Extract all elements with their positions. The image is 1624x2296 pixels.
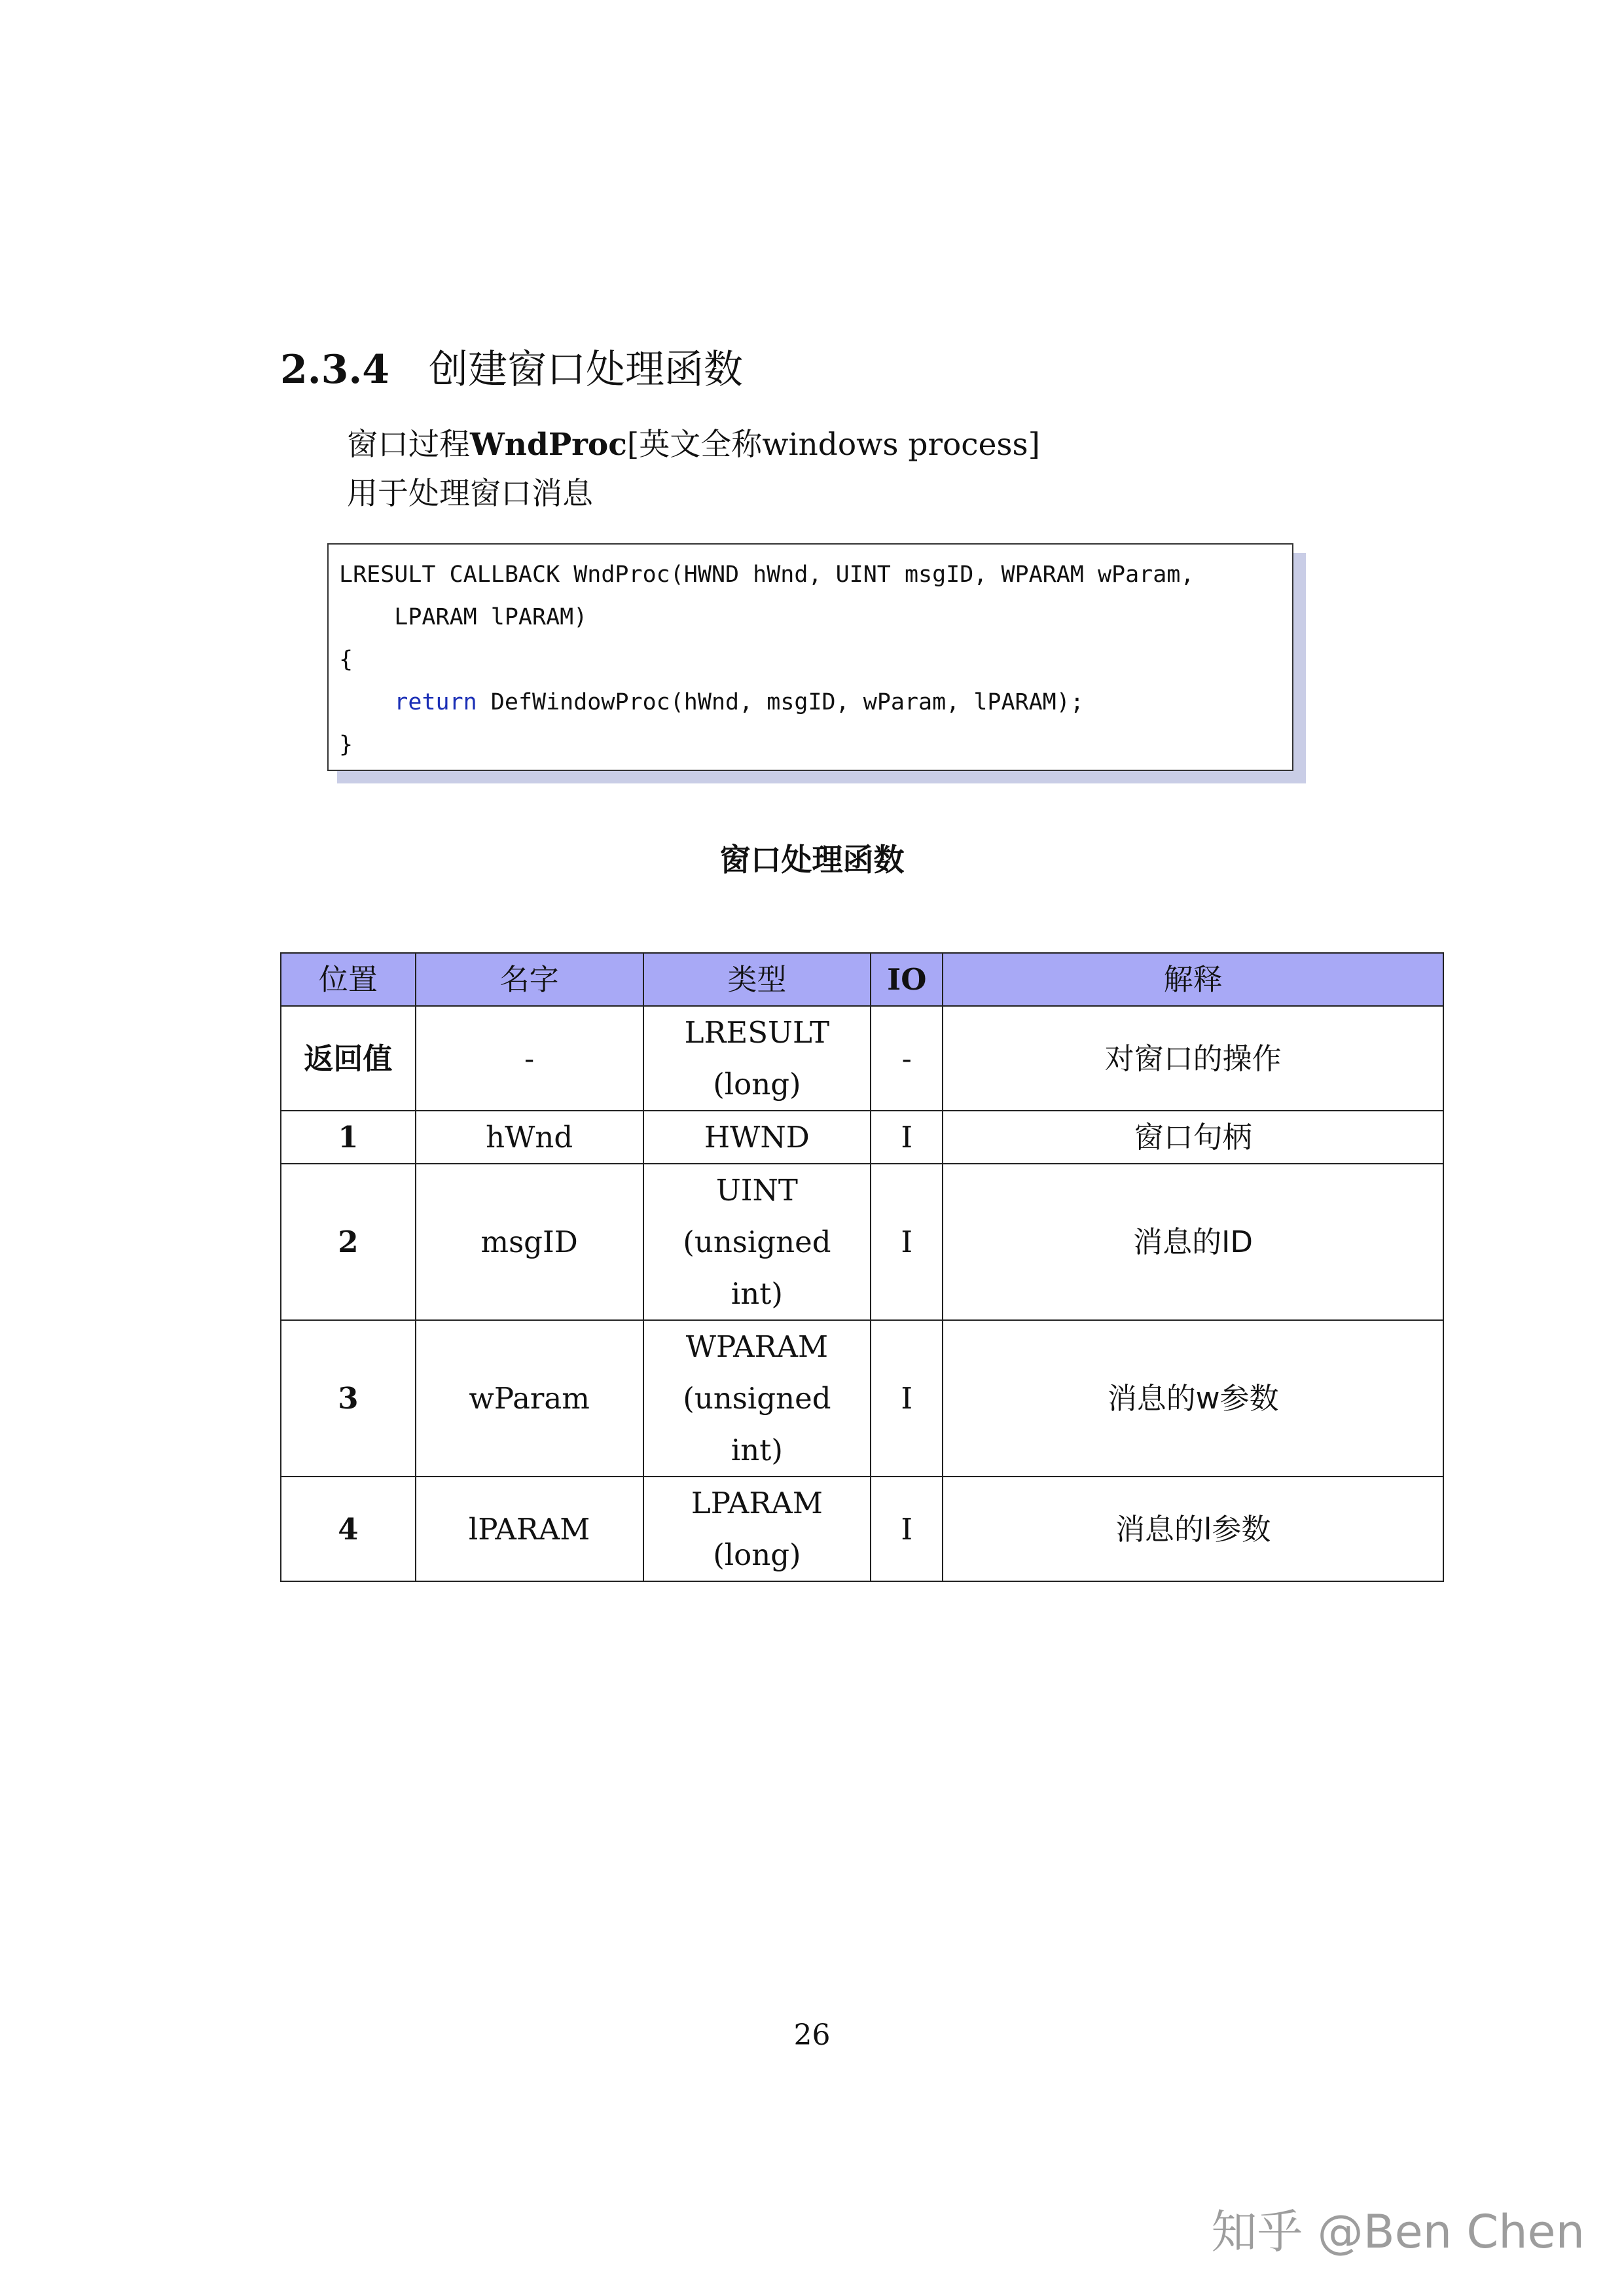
header-type: 类型: [643, 953, 871, 1006]
header-io: IO: [871, 953, 943, 1006]
code-line-4: [339, 681, 1292, 724]
cell-io: I: [871, 1320, 943, 1477]
cell-io: I: [871, 1477, 943, 1581]
cell-name: hWnd: [416, 1111, 643, 1164]
code-line-2: LPARAM lPARAM): [339, 604, 588, 630]
cell-io: I: [871, 1111, 943, 1164]
page-number: 26: [793, 2018, 831, 2052]
cell-name: msgID: [416, 1164, 643, 1320]
code-keyword-return: return: [394, 689, 477, 715]
cell-type: LRESULT (long): [643, 1006, 871, 1111]
header-position: 位置: [281, 953, 416, 1006]
code-line-3: {: [339, 647, 353, 673]
cell-type: LPARAM (long): [643, 1477, 871, 1581]
section-heading: [280, 340, 743, 399]
intro-bold-term: WndProc: [470, 427, 627, 463]
cell-description: 对窗口的操作: [943, 1006, 1443, 1111]
cell-type: HWND: [643, 1111, 871, 1164]
cell-name: lPARAM: [416, 1477, 643, 1581]
code-call: DefWindowProc(hWnd, msgID, wParam, lPARAM);: [477, 689, 1084, 715]
cell-description: 消息的l参数: [943, 1477, 1443, 1581]
parameter-table: [280, 952, 1444, 1582]
cell-type: WPARAM (unsigned int): [643, 1320, 871, 1477]
table-row: [281, 1477, 1443, 1581]
table-row: [281, 1111, 1443, 1164]
cell-name: wParam: [416, 1320, 643, 1477]
code-line-1: LRESULT CALLBACK WndProc(HWND hWnd, UINT msgID, WPARAM wParam,: [339, 562, 1195, 588]
cell-position: 4: [281, 1477, 416, 1581]
table-caption: 窗口处理函数: [719, 842, 905, 878]
cell-position: 返回值: [281, 1006, 416, 1111]
code-block: [327, 543, 1293, 771]
intro-prefix: 窗口过程: [347, 427, 470, 463]
table-row: [281, 1320, 1443, 1477]
cell-io: -: [871, 1006, 943, 1111]
header-description: 解释: [943, 953, 1443, 1006]
table-row: [281, 1006, 1443, 1111]
cell-description: 消息的w参数: [943, 1320, 1443, 1477]
cell-description: 消息的ID: [943, 1164, 1443, 1320]
cell-io: I: [871, 1164, 943, 1320]
cell-type: UINT (unsigned int): [643, 1164, 871, 1320]
section-number: 2.3.4: [280, 347, 390, 393]
table-row: [281, 1164, 1443, 1320]
intro-line-1: [347, 422, 1040, 468]
code-indent: [339, 689, 394, 715]
cell-position: 1: [281, 1111, 416, 1164]
cell-position: 3: [281, 1320, 416, 1477]
intro-line-2: 用于处理窗口消息: [347, 476, 593, 512]
header-name: 名字: [416, 953, 643, 1006]
table-header-row: [281, 953, 1443, 1006]
cell-description: 窗口句柄: [943, 1111, 1443, 1164]
code-line-5: }: [339, 732, 353, 758]
section-title: 创建窗口处理函数: [429, 347, 744, 393]
cell-position: 2: [281, 1164, 416, 1320]
watermark: 知乎 @Ben Chen: [1211, 2205, 1585, 2259]
intro-suffix: [英文全称windows process]: [626, 427, 1040, 463]
cell-name: -: [416, 1006, 643, 1111]
